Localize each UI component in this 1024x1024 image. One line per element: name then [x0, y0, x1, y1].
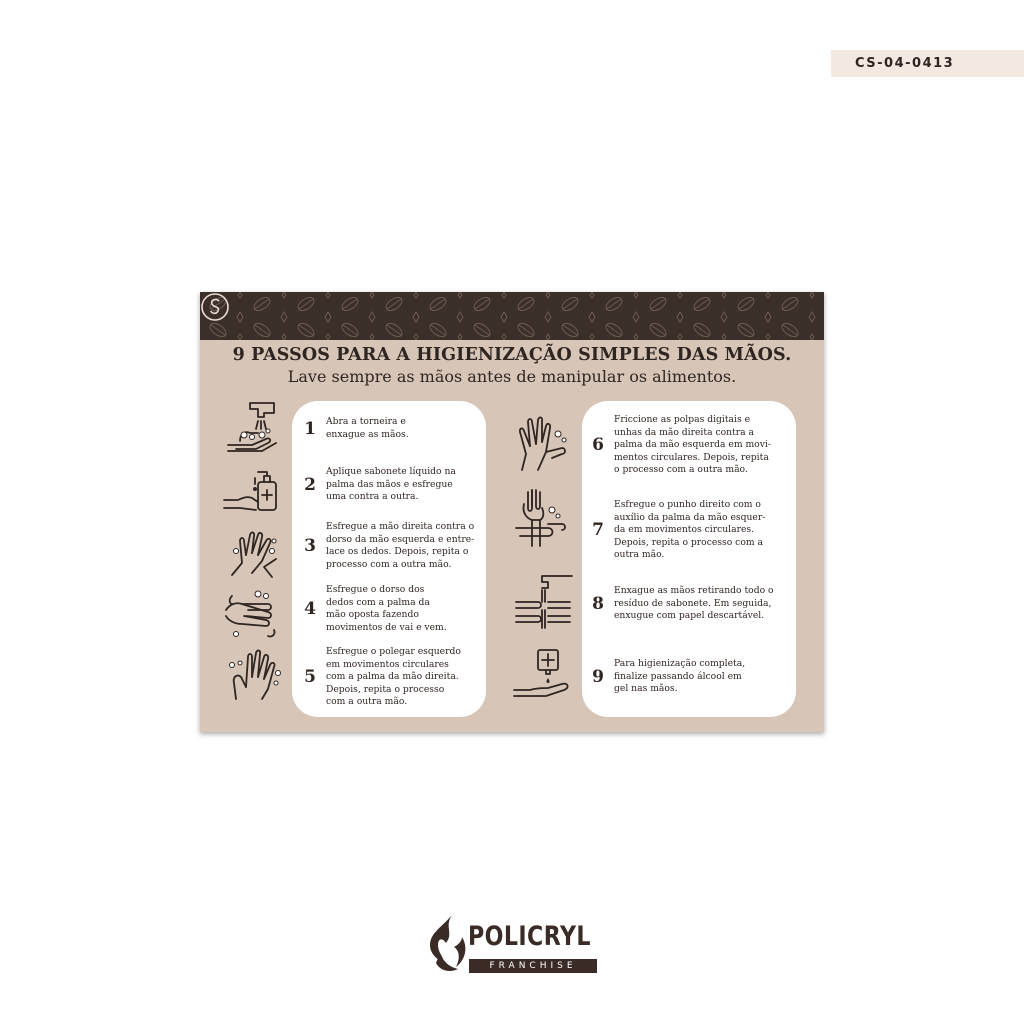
pattern-tile	[648, 292, 683, 340]
step-3	[300, 521, 474, 571]
alcohol-dispenser-icon	[512, 646, 574, 708]
step-5	[300, 646, 461, 709]
step-1	[300, 416, 409, 441]
step-text: Enxague as mãos retirando todo o resíduo de sabonete. Em seguida, enxugue com papel descartável.	[614, 585, 774, 621]
step-text: Esfregue o polegar esquerdo em movimentos circulares com a palma da mão direita. Depois, repita o processo com a outra mão.	[326, 646, 461, 707]
step-number: 4	[304, 599, 316, 619]
step-number: 6	[592, 435, 604, 456]
rub-fingertips-icon	[512, 412, 574, 474]
step-text: Esfregue o punho direito com o auxílio da palma da mão esquer- da em movimentos circulares. Depois, repita o processo com a outra mão.	[614, 499, 766, 560]
rub-thumb-icon	[222, 643, 284, 705]
pattern-tile	[384, 292, 419, 340]
step-number: 2	[304, 474, 316, 495]
sign-title: 9 PASSOS PARA A HIGIENIZAÇÃO SIMPLES DAS MÃOS.	[232, 345, 792, 365]
step-text: Esfregue o dorso dos dedos com a palma da mão oposta fazendo movimentos de vai e vem.	[326, 584, 447, 633]
pattern-tile	[296, 292, 331, 340]
step-number: 1	[304, 418, 316, 439]
pattern-tile	[340, 292, 375, 340]
step-9	[588, 658, 745, 696]
step-number: 5	[304, 667, 316, 688]
flame-emblem-icon	[424, 913, 470, 975]
pattern-tile	[692, 292, 727, 340]
hygiene-sign	[200, 292, 824, 732]
pattern-tile	[252, 292, 287, 340]
faucet-rinse-hands-icon	[222, 399, 284, 461]
step-8	[588, 585, 774, 623]
step-number: 8	[592, 593, 604, 614]
patterned-banner	[200, 292, 824, 340]
pattern-tile	[472, 292, 507, 340]
pattern-tile	[516, 292, 551, 340]
pattern-tile	[780, 292, 815, 340]
sign-subtitle: Lave sempre as mãos antes de manipular os alimentos.	[287, 367, 737, 386]
brand-mark-icon	[200, 292, 230, 322]
product-code: CS-04-0413	[831, 50, 1024, 77]
cocoa-pattern	[200, 292, 824, 340]
pattern-tile	[560, 292, 595, 340]
rub-wrist-icon	[512, 488, 574, 550]
step-text: Aplique sabonete líquido na palma das mãos e esfregue uma contra a outra.	[326, 466, 456, 502]
rub-back-of-fingers-icon	[222, 582, 284, 644]
step-text: Esfregue a mão direita contra o dorso da mão esquerda e entre- lace os dedos. Depois, repita o processo com a outra mão.	[326, 521, 475, 570]
rinse-under-faucet-icon	[512, 572, 574, 634]
pattern-tile	[604, 292, 639, 340]
logo-subtitle: FRANCHISE	[469, 959, 597, 973]
step-number: 7	[592, 520, 604, 541]
logo-name: POLICRYL	[468, 921, 591, 952]
step-2	[300, 466, 456, 504]
step-number: 3	[304, 536, 316, 556]
policryl-logo	[424, 913, 600, 975]
step-number: 9	[592, 666, 604, 687]
step-6	[588, 414, 771, 477]
step-text: Friccione as polpas digitais e unhas da mão direita contra a palma da mão esquerda em movi- mentos circulares. Depois, repita o processo com a outra mão.	[614, 414, 771, 475]
pattern-tile	[736, 292, 771, 340]
interlace-fingers-icon	[222, 521, 284, 583]
pattern-tile	[428, 292, 463, 340]
soap-dispenser-icon	[222, 460, 284, 522]
step-4	[300, 584, 447, 634]
step-7	[588, 499, 765, 562]
step-text: Abra a torneira e enxague as mãos.	[326, 416, 409, 440]
step-text: Para higienização completa, finalize passando álcool em gel nas mãos.	[614, 658, 746, 694]
